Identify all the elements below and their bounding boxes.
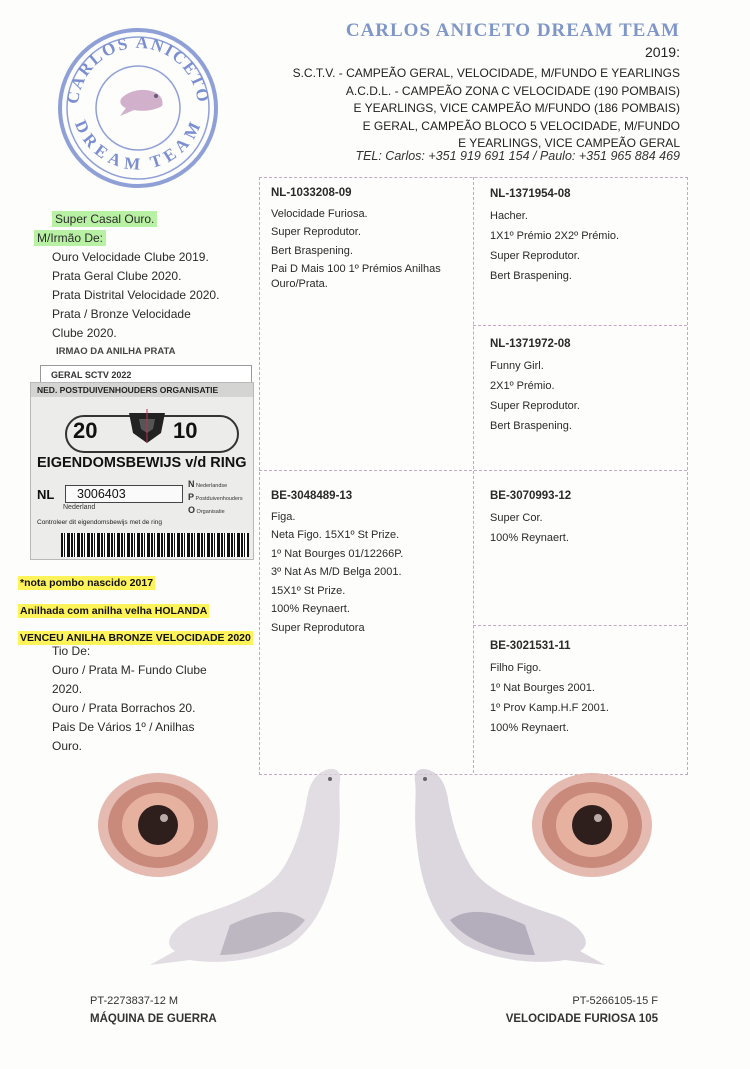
ring-code: BE-3048489-13 bbox=[271, 490, 353, 502]
right-parent-name: VELOCIDADE FURIOSA 105 bbox=[505, 1013, 658, 1025]
achievement-line: E YEARLINGS, VICE CAMPEÃO GERAL bbox=[458, 136, 680, 151]
ring-code: NL-1371972-08 bbox=[490, 338, 571, 350]
tio-item: Ouro / Prata M- Fundo Clube 2020. bbox=[52, 663, 207, 696]
pedigree-line: Funny Girl. bbox=[490, 359, 544, 372]
tio-item: Ouro / Prata Borrachos 20. bbox=[52, 701, 196, 715]
pedigree-line: 15X1º St Prize. bbox=[271, 584, 346, 597]
pedigree-line: Bert Braspening. bbox=[490, 269, 572, 282]
achievement-line: A.C.D.L. - CAMPEÃO ZONA C VELOCIDADE (190 POMBAIS) bbox=[345, 83, 680, 98]
npo-block: N Nederlandse P Postduivenhouders O Organisatie bbox=[188, 479, 243, 515]
pedigree-line: Super Cor. bbox=[490, 511, 543, 524]
super-casal-label: Super Casal Ouro. bbox=[52, 211, 157, 227]
pedigree-divider bbox=[473, 325, 687, 326]
left-parent-name: MÁQUINA DE GUERRA bbox=[90, 1013, 217, 1025]
pedigree-line: 100% Reynaert. bbox=[490, 721, 569, 734]
note-won: VENCEU ANILHA BRONZE VELOCIDADE 2020 bbox=[20, 632, 251, 644]
irmao-item: Prata / Bronze Velocidade Clube 2020. bbox=[52, 307, 191, 340]
pedigree-line: 3º Nat As M/D Belga 2001. bbox=[271, 566, 402, 578]
pedigree-line: 100% Reynaert. bbox=[490, 531, 569, 544]
pedigree-line: 2X1º Prémio. bbox=[490, 379, 555, 392]
pedigree-line: Super Reprodutor. bbox=[490, 399, 580, 412]
contact-phones: TEL: Carlos: +351 919 691 154 / Paulo: +351 965 884 469 bbox=[355, 149, 680, 163]
achievement-line: E YEARLINGS, VICE CAMPEÃO M/FUNDO (186 POMBAIS) bbox=[353, 101, 680, 116]
team-stamp-logo bbox=[56, 26, 220, 190]
ring-number: 3006403 bbox=[77, 487, 126, 501]
npo-line: Nederlandse bbox=[196, 483, 228, 489]
ring-control-note: Controleer dit eigendomsbewijs met de ring bbox=[37, 519, 163, 526]
irmao-item: Prata Distrital Velocidade 2020. bbox=[52, 288, 220, 302]
ring-year-right: 10 bbox=[173, 418, 198, 443]
pedigree-dam bbox=[271, 487, 466, 637]
npo-line: Postduivenhouders bbox=[195, 496, 243, 502]
pedigree-divider bbox=[473, 177, 474, 773]
pedigree-line: Pai D Mais 100 1º Prémios Anilhas Ouro/Prata. bbox=[271, 263, 441, 290]
pedigree-line: Super Reprodutor. bbox=[271, 226, 361, 238]
npo-line: Organisatie bbox=[196, 509, 225, 515]
sibling-info bbox=[37, 210, 260, 343]
ring-title: EIGENDOMSBEWIJS v/d RING bbox=[37, 455, 247, 471]
pigeon-eye-icon bbox=[532, 773, 652, 877]
pedigree-dam-sire bbox=[490, 487, 680, 548]
pedigree-divider bbox=[259, 470, 687, 471]
ring-code: NL-1033208-09 bbox=[271, 187, 352, 199]
ring-ownership-card bbox=[30, 382, 254, 560]
lion-emblem-icon bbox=[125, 403, 169, 452]
tio-label: Tio De: bbox=[52, 644, 91, 658]
header-achievements bbox=[240, 65, 680, 153]
pedigree-line: 1º Nat Bourges 2001. bbox=[490, 681, 595, 694]
irmao-item: Ouro Velocidade Clube 2019. bbox=[52, 250, 209, 264]
ring-code: BE-3070993-12 bbox=[490, 490, 572, 502]
pedigree-line: Bert Braspening. bbox=[271, 244, 353, 257]
irmao-label: M/Irmão De: bbox=[34, 230, 106, 246]
pedigree-line: Neta Figo. 15X1º St Prize. bbox=[271, 529, 400, 541]
pedigree-line: Super Reprodutora bbox=[271, 621, 365, 634]
note-birth: *nota pombo nascido 2017 bbox=[20, 577, 154, 589]
left-parent-ring: PT-2273837-12 M bbox=[90, 995, 179, 1007]
ring-code: NL-1371954-08 bbox=[490, 188, 571, 200]
ring-tab-label: GERAL SCTV 2022 bbox=[51, 370, 132, 380]
pedigree-line: 100% Reynaert. bbox=[271, 603, 350, 615]
ring-year-left: 20 bbox=[73, 418, 98, 443]
pedigree-line: Filho Figo. bbox=[490, 661, 542, 674]
pedigree-sire-sire bbox=[490, 185, 680, 286]
uncle-info bbox=[52, 642, 260, 756]
achievement-line: S.C.T.V. - CAMPEÃO GERAL, VELOCIDADE, M/FUNDO E YEARLINGS bbox=[292, 66, 680, 80]
ring-country-sub: Nederland bbox=[63, 504, 96, 511]
note-ring: Anilhada com anilha velha HOLANDA bbox=[20, 605, 208, 617]
ring-caption: IRMAO DA ANILHA PRATA bbox=[56, 346, 176, 357]
svg-text:CARLOS ANICETO: CARLOS ANICETO bbox=[62, 32, 214, 106]
ring-org: NED. POSTDUIVENHOUDERS ORGANISATIE bbox=[37, 385, 219, 395]
pigeon-icon bbox=[120, 90, 163, 116]
pedigree-line: 1º Prov Kamp.H.F 2001. bbox=[490, 701, 609, 714]
pedigree-line: Bert Braspening. bbox=[490, 419, 572, 432]
pedigree-line: 1X1º Prémio 2X2º Prémio. bbox=[490, 229, 620, 242]
header-year: 2019: bbox=[644, 44, 680, 60]
right-parent-ring: PT-5266105-15 F bbox=[572, 995, 658, 1007]
ring-country: NL bbox=[37, 487, 55, 502]
parents-illustration bbox=[80, 755, 680, 1020]
ring-code: BE-3021531-11 bbox=[490, 640, 571, 652]
pedigree-line: Velocidade Furiosa. bbox=[271, 207, 368, 220]
barcode bbox=[61, 533, 249, 557]
pedigree-sire bbox=[271, 184, 461, 292]
pedigree-line: Super Reprodutor. bbox=[490, 249, 580, 262]
pedigree-line: 1º Nat Bourges 01/12266P. bbox=[271, 547, 404, 560]
header-title: CARLOS ANICETO DREAM TEAM bbox=[345, 20, 680, 41]
pedigree-line: Figa. bbox=[271, 510, 296, 523]
pigeon-eye-icon bbox=[98, 773, 218, 877]
pedigree-divider bbox=[473, 625, 687, 626]
tio-item: Pais De Vários 1º / Anilhas Ouro. bbox=[52, 720, 195, 753]
pedigree-line: Hacher. bbox=[490, 209, 528, 222]
irmao-item: Prata Geral Clube 2020. bbox=[52, 269, 182, 283]
pedigree-sire-dam bbox=[490, 335, 680, 436]
pedigree-dam-dam bbox=[490, 637, 680, 738]
achievement-line: E GERAL, CAMPEÃO BLOCO 5 VELOCIDADE, M/FUNDO bbox=[362, 118, 680, 133]
svg-text:DREAM TEAM: DREAM TEAM bbox=[71, 117, 206, 174]
